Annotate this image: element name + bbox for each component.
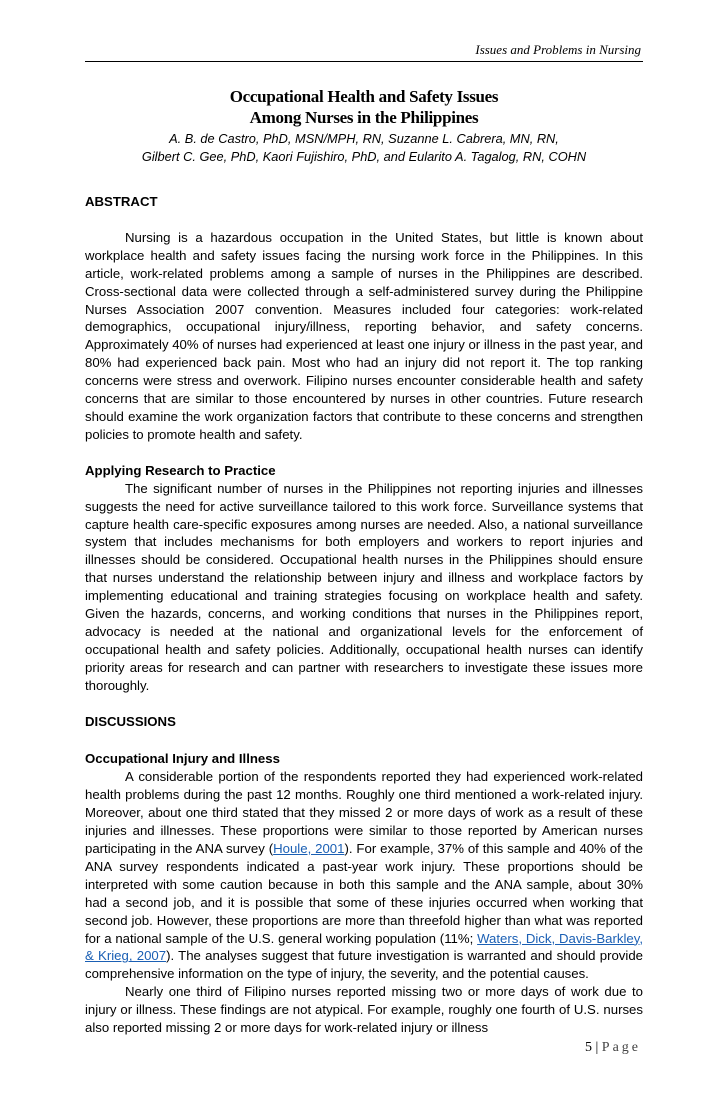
page-number: 5	[584, 1040, 592, 1055]
article-body	[85, 193, 643, 1037]
injury-p1-text-c: ). The analyses suggest that future investigation is warranted and should provide comprehensive information on the type of injury, the severity, and the potential causes.	[85, 948, 643, 982]
injury-illness-heading: Occupational Injury and Illness	[85, 751, 280, 767]
abstract-heading: ABSTRACT	[85, 194, 158, 209]
injury-paragraph-2: Nearly one third of Filipino nurses reported missing two or more days of work due to injury or illness. These findings are not atypical. For example, roughly one fourth of U.S. nurses also reported missing 2 or more days for work-related injury or illness	[85, 984, 643, 1036]
authors-line-2: Gilbert C. Gee, PhD, Kaori Fujishiro, PhD, and Eularito A. Tagalog, RN, COHN	[141, 149, 587, 164]
applying-research-heading: Applying Research to Practice	[85, 462, 276, 478]
abstract-paragraph: Nursing is a hazardous occupation in the United States, but little is known about workplace health and safety issues facing the nursing work force in the Philippines. In this article, work-related problems among a sample of nurses in the Philippines are described. Cross-sectional data were collected through a self-administered survey during the Philippine Nurses Association 2007 convention. Measures included four categories: work-related demographics, occupational injury/illness, reporting behavior, and safety concerns. Approximately 40% of nurses had experienced at least one injury or illness in the past year, and 80% had experienced back pain. Most who had an injury did not report it. The top ranking concerns were stress and overwork. Filipino nurses encounter considerable health and safety concerns that are similar to those encountered by nurses in other countries. Future research should examine the work organization factors that contribute to these concerns and strengthen policies to promote health and safety.	[85, 229, 643, 442]
citation-link-houle[interactable]: Houle, 2001	[273, 841, 345, 856]
running-header: Issues and Problems in Nursing	[475, 42, 641, 57]
discussions-heading: DISCUSSIONS	[85, 713, 176, 729]
header-rule	[85, 61, 643, 62]
citation-link-waters[interactable]: Waters, Dick, Davis-Barkley, & Krieg, 2007	[85, 930, 643, 964]
title-line-1: Occupational Health and Safety Issues	[229, 87, 499, 106]
page-footer	[585, 1040, 641, 1056]
injury-paragraph-1	[85, 768, 643, 983]
injury-p1-text-a: A considerable portion of the respondents reported they had experienced work-related health problems during the past 12 months. Roughly one third mentioned a work-related injury. Moreover, about one third stated that they missed 2 or more days of work as a result of these injuries and illnesses. These proportions were similar to those reported by American nurses participating in the ANA survey (	[85, 769, 643, 856]
injury-p1-text-b: ). For example, 37% of this sample and 40% of the ANA survey respondents indicated a past-year work injury. These proportions should be interpreted with some caution because in both this sample and the ANA sample, about 30% had a second job, and it is possible that some of these injuries occurred when working that second job. However, these proportions are more than threefold higher than what was reported for a national sample of the U.S. general working population (11%;	[85, 841, 643, 946]
title-line-2: Among Nurses in the Philippines	[249, 108, 479, 127]
author-list	[85, 130, 643, 166]
authors-line-1: A. B. de Castro, PhD, MSN/MPH, RN, Suzanne L. Cabrera, MN, RN,	[169, 131, 559, 146]
paper-title	[85, 86, 643, 128]
applying-research-paragraph: The significant number of nurses in the Philippines not reporting injuries and illnesses suggests the need for active surveillance tailored to this work force. Surveillance systems that capture health care-specific exposures among nurses are needed. Also, a national surveillance system that includes mechanisms for both employers and workers to report injuries and illnesses should be considered. Occupational health nurses in the Philippines should ensure that nurses understand the relationship between injury and illness and workplace factors by implementing educational and training strategies focusing on workplace health and safety. Given the hazards, concerns, and working conditions that nurses in the Philippines report, advocacy is needed at the national and organizational levels for the enforcement of occupational health and safety policies. Additionally, occupational health nurses can identify priority areas for research and can partner with researchers to investigate these issues more thoroughly.	[85, 480, 643, 693]
page-label: Page	[601, 1040, 641, 1055]
footer-separator: |	[595, 1040, 599, 1055]
